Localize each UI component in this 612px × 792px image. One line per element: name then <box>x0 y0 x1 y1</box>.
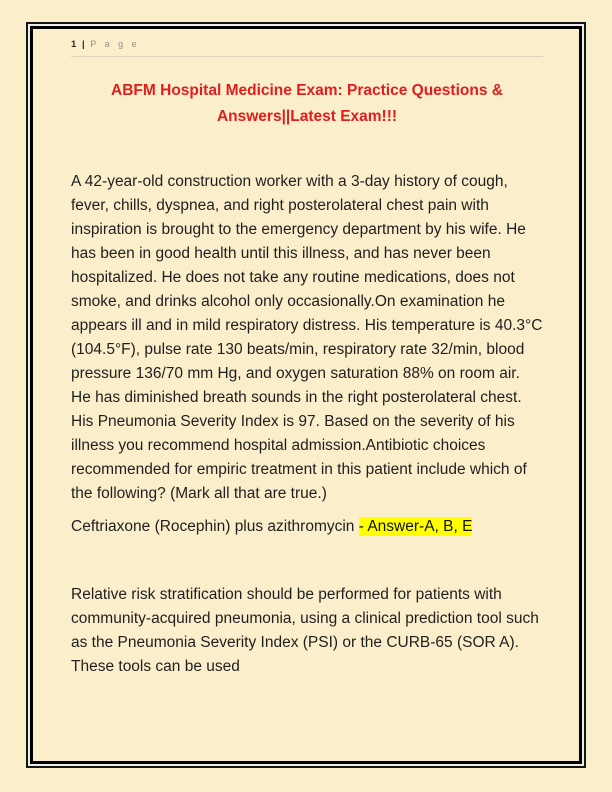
page-label: P a g e <box>90 39 140 49</box>
answer-prefix-text: Ceftriaxone (Rocephin) plus azithromycin <box>71 518 359 535</box>
page-header <box>71 36 543 57</box>
page-number-separator: | <box>81 39 85 50</box>
document-title: ABFM Hospital Medicine Exam: Practice Questions & Answers||Latest Exam!!! <box>111 82 503 125</box>
explanation-paragraph: Relative risk stratification should be performed for patients with community-acquired pneumonia, using a clinical prediction tool such as the Pneumonia Severity Index (PSI) or the CURB-65 (SOR A). These tools can be used <box>71 586 539 675</box>
page-number: 1 <box>71 39 77 50</box>
answer-line <box>71 515 543 539</box>
highlighted-answer: - Answer-A, B, E <box>358 518 473 535</box>
page-border-frame <box>26 22 586 768</box>
case-vignette-paragraph: A 42-year-old construction worker with a 3-day history of cough, fever, chills, dyspnea, and right posterolateral chest pain with inspiration is brought to the emergency department by his wife. He has been in good health until this illness, and has never been hospitalized. He does not take any routine medications, does not smoke, and drinks alcohol only occasionally.On examination he appears ill and in mild respiratory distress. His temperature is 40.3°C (104.5°F), pulse rate 130 beats/min, respiratory rate 32/min, blood pressure 136/70 mm Hg, and oxygen saturation 88% on room air. He has diminished breath sounds in the right posterolateral chest. His Pneumonia Severity Index is 97. Based on the severity of his illness you recommend hospital admission.Antibiotic choices recommended for empiric treatment in this patient include which of the following? (Mark all that are true.) <box>71 173 543 502</box>
page-content-area <box>30 26 582 764</box>
